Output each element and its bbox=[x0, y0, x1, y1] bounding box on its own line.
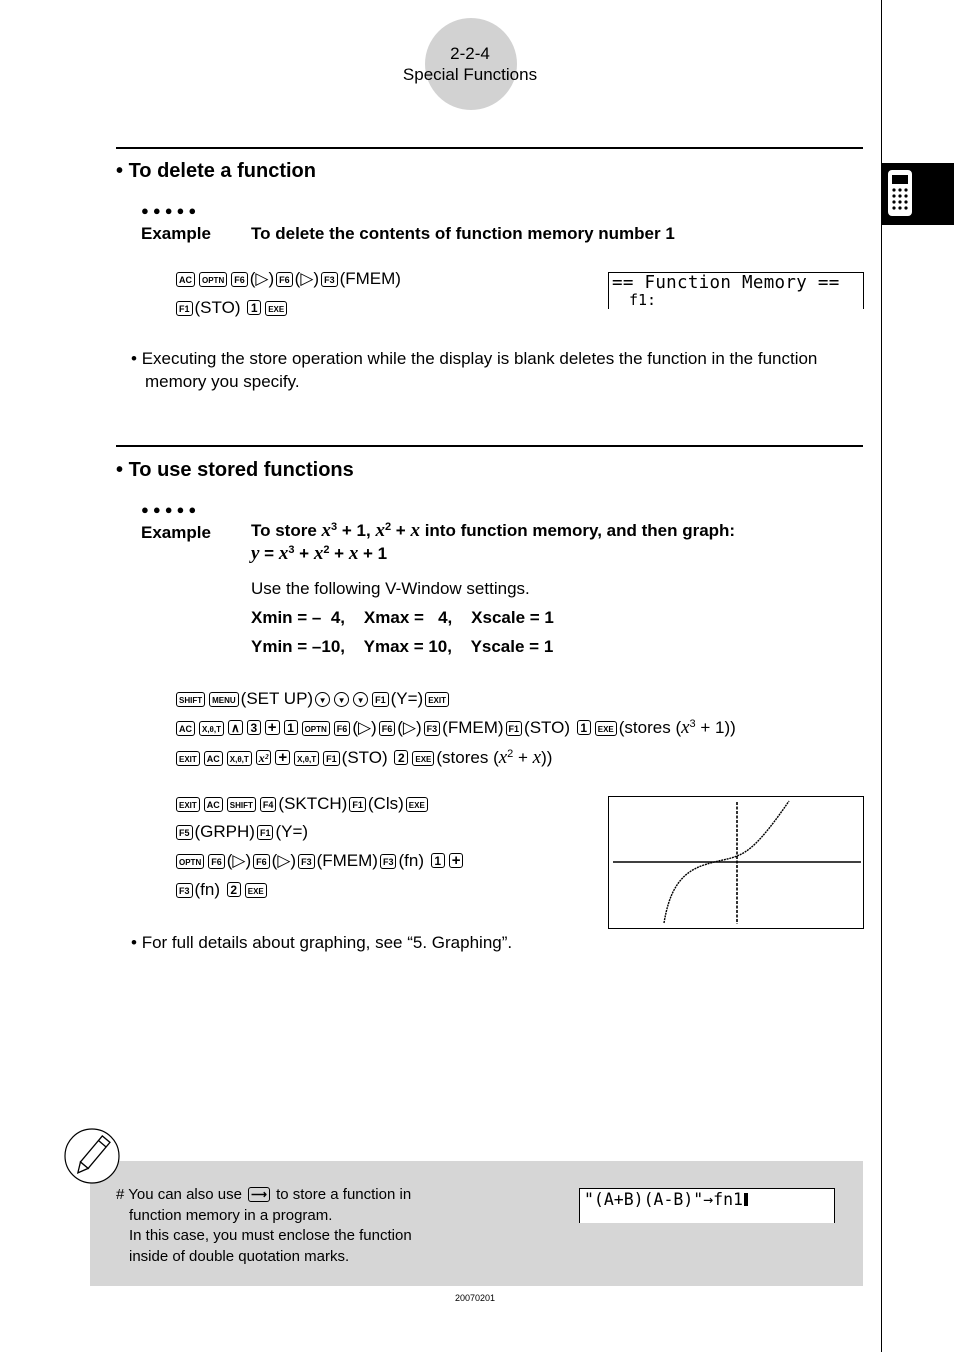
key-f3: F3 bbox=[321, 272, 338, 287]
example-dots: ●●●●● bbox=[141, 502, 201, 517]
key-f6: F6 bbox=[231, 272, 248, 287]
example-label: Example bbox=[141, 224, 211, 243]
key-plus: + bbox=[265, 720, 280, 735]
key-xot: X,θ,T bbox=[199, 721, 224, 736]
key-f1: F1 bbox=[349, 797, 366, 812]
key-exe: EXE bbox=[595, 721, 617, 736]
key-ac: AC bbox=[176, 272, 195, 287]
key-ac: AC bbox=[204, 797, 223, 812]
key-1: 1 bbox=[247, 300, 261, 315]
vwindow-intro: Use the following V-Window settings. bbox=[251, 579, 530, 598]
keystroke-line: F5 (GRPH) F1 (Y=) bbox=[174, 821, 308, 843]
key-f1: F1 bbox=[323, 751, 340, 766]
keystroke-line: EXIT AC X,θ,T x² + X,θ,T F1 (STO) 2 EXE (stores $(x^2 + x)$) bbox=[174, 747, 552, 769]
cursor bbox=[744, 1193, 748, 1206]
keystroke-line: AC OPTN F6 (▷) F6 (▷) F3 (FMEM) bbox=[174, 268, 401, 290]
key-optn: OPTN bbox=[302, 721, 330, 736]
section-header: Special Functions bbox=[402, 65, 538, 84]
key-exe: EXE bbox=[245, 883, 267, 898]
key-xot: X,θ,T bbox=[227, 751, 252, 766]
key-exe: EXE bbox=[406, 797, 428, 812]
page-number: 2-2-4 bbox=[450, 44, 490, 63]
key-f3: F3 bbox=[298, 854, 315, 869]
key-shift: SHIFT bbox=[227, 797, 256, 812]
note-text: # You can also use ⟶ to store a function in function memory in a program. In this case, you must enclose the function inside of double quotation marks. bbox=[116, 1186, 412, 1265]
key-3: 3 bbox=[247, 720, 261, 735]
section2-rule bbox=[116, 445, 863, 447]
keystroke-line: F3 (fn) 2 EXE bbox=[174, 879, 269, 901]
example-dots: ●●●●● bbox=[141, 203, 201, 218]
key-power: ∧ bbox=[228, 720, 243, 735]
key-exit: EXIT bbox=[425, 692, 449, 707]
key-f3: F3 bbox=[424, 721, 441, 736]
key-exe: EXE bbox=[412, 751, 434, 766]
vwindow-y-settings: Ymin = –10, Ymax = 10, Yscale = 1 bbox=[251, 637, 554, 656]
example-label: Example bbox=[141, 523, 211, 542]
key-f6: F6 bbox=[379, 721, 396, 736]
example1-text: To delete the contents of function memory number 1 bbox=[251, 224, 675, 243]
key-f5: F5 bbox=[176, 825, 193, 840]
section1-rule bbox=[116, 147, 863, 149]
key-f6: F6 bbox=[334, 721, 351, 736]
calc-screen: == Function Memory == f1: bbox=[608, 272, 864, 309]
vwindow-x-settings: Xmin = – 4, Xmax = 4, Xscale = 1 bbox=[251, 608, 554, 627]
key-exit: EXIT bbox=[176, 797, 200, 812]
bullet-note: • Executing the store operation while the display is blank deletes the function in the function memory you specify. bbox=[131, 349, 818, 391]
keystroke-line: SHIFT MENU (SET UP) ▼ ▼ ▼ F1 (Y=) EXIT bbox=[174, 688, 451, 710]
example2-text: To store $x^3 + 1$, $x^2 + x$ into function memory, and then graph: bbox=[251, 520, 736, 541]
key-x-squared: x² bbox=[256, 750, 272, 765]
key-optn: OPTN bbox=[199, 272, 227, 287]
key-f1: F1 bbox=[372, 692, 389, 707]
program-screen: "(A+B)(A-B)"→fn1 bbox=[579, 1188, 835, 1223]
key-exit: EXIT bbox=[176, 751, 200, 766]
key-f1: F1 bbox=[257, 825, 274, 840]
cursor-down-icon: ▼ bbox=[315, 692, 330, 707]
header-circle bbox=[425, 18, 517, 110]
key-plus: + bbox=[449, 853, 464, 868]
bullet-note: • For full details about graphing, see “5. Graphing”. bbox=[131, 933, 513, 952]
calculator-icon bbox=[887, 169, 913, 217]
key-f6: F6 bbox=[276, 272, 293, 287]
pencil-icon bbox=[64, 1128, 122, 1191]
store-arrow-key: ⟶ bbox=[248, 1187, 270, 1202]
graph-screen bbox=[608, 796, 864, 929]
key-ac: AC bbox=[176, 721, 195, 736]
key-plus: + bbox=[275, 750, 290, 765]
key-f1: F1 bbox=[176, 301, 193, 316]
function-graph bbox=[609, 797, 863, 928]
key-f6: F6 bbox=[208, 854, 225, 869]
key-1: 1 bbox=[577, 720, 591, 735]
key-xot: X,θ,T bbox=[294, 751, 319, 766]
example2-equation: $y = x^3 + x^2 + x + 1$ bbox=[251, 543, 388, 564]
key-1: 1 bbox=[431, 853, 445, 868]
section1-title: • To delete a function bbox=[116, 160, 316, 182]
section2-title: • To use stored functions bbox=[116, 459, 354, 481]
key-optn: OPTN bbox=[176, 854, 204, 869]
keystroke-line: F1 (STO) 1 EXE bbox=[174, 297, 289, 319]
keystroke-line: AC X,θ,T ∧ 3 + 1 OPTN F6 (▷) F6 (▷) F3 (FMEM) F1 (STO) 1 EXE (stores $(x^3 + 1)$) bbox=[174, 717, 736, 739]
key-f3: F3 bbox=[176, 883, 193, 898]
key-menu: MENU bbox=[209, 692, 239, 707]
keystroke-line: OPTN F6 (▷) F6 (▷) F3 (FMEM) F3 (fn) 1 + bbox=[174, 850, 465, 872]
key-f1: F1 bbox=[506, 721, 523, 736]
key-f4: F4 bbox=[260, 797, 277, 812]
chapter-tab bbox=[882, 163, 954, 225]
key-2: 2 bbox=[227, 882, 241, 897]
key-2: 2 bbox=[394, 750, 408, 765]
keystroke-line: EXIT AC SHIFT F4 (SKTCH) F1 (Cls) EXE bbox=[174, 793, 430, 815]
key-shift: SHIFT bbox=[176, 692, 205, 707]
key-ac: AC bbox=[204, 751, 223, 766]
footer-code: 20070201 bbox=[454, 1293, 496, 1303]
key-1: 1 bbox=[284, 720, 298, 735]
key-f6: F6 bbox=[253, 854, 270, 869]
key-exe: EXE bbox=[265, 301, 287, 316]
cursor-down-icon: ▼ bbox=[353, 692, 368, 707]
key-f3: F3 bbox=[380, 854, 397, 869]
cursor-down-icon: ▼ bbox=[334, 692, 349, 707]
